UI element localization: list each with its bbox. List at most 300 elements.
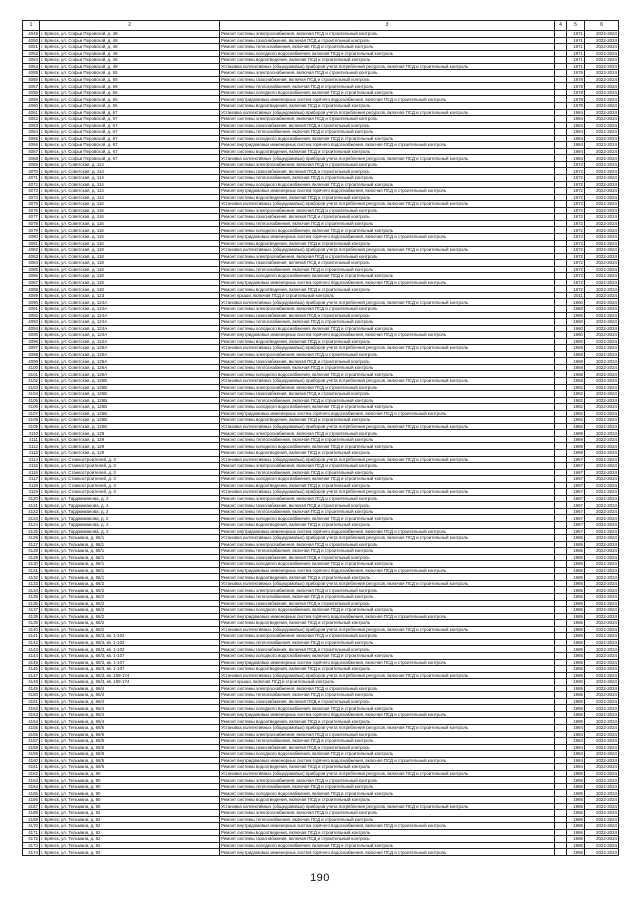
row-number-cell: 4076 — [23, 207, 40, 214]
row-number-cell: 4124 — [23, 522, 40, 529]
address-cell: г. Брянск, ул. Советская, д. 124А — [40, 325, 220, 332]
period-cell: 2022-2024 — [585, 332, 619, 339]
year-cell: 1984 — [567, 116, 585, 123]
work-type-cell: Ремонт системы газоснабжения, включая ПСД и строительный контроль — [220, 600, 555, 607]
year-cell: 1968 — [567, 358, 585, 365]
row-number-cell: 4129 — [23, 554, 40, 561]
row-number-cell: 4138 — [23, 613, 40, 620]
period-cell: 2022-2024 — [585, 122, 619, 129]
address-cell: г. Брянск, ул. Софьи Перовской, д. 67 — [40, 129, 220, 136]
year-cell: 1985 — [567, 580, 585, 587]
year-cell: 1978 — [567, 89, 585, 96]
row-number-cell: 4063 — [23, 122, 40, 129]
period-cell: 2022-2024 — [585, 764, 619, 771]
year-cell: 1972 — [567, 260, 585, 267]
row-number-cell: 4169 — [23, 816, 40, 823]
row-number-cell: 4149 — [23, 685, 40, 692]
work-type-cell: Ремонт системы газоснабжения, включая ПСД и строительный контроль — [220, 214, 555, 221]
year-cell: 1985 — [567, 548, 585, 555]
address-cell: г. Брянск, ул. Советская, д. 126Б — [40, 384, 220, 391]
address-cell: г. Брянск, ул. Тельмана, д. 66/2 — [40, 587, 220, 594]
page-number: 190 — [310, 872, 330, 884]
year-cell: 1971 — [567, 44, 585, 51]
address-cell: г. Брянск, ул. Советская, д. 116 — [40, 233, 220, 240]
row-number-cell: 4155 — [23, 724, 40, 731]
work-type-cell: Ремонт внутридомовых инженерных систем горячего водоснабжения, включая ПСД и строительный контроль — [220, 410, 555, 417]
year-cell: 1986 — [567, 810, 585, 817]
period-cell: 2022-2024 — [585, 652, 619, 659]
period-cell: 2022-2024 — [585, 757, 619, 764]
period-cell: 2022-2024 — [585, 770, 619, 777]
row-number-cell: 4055 — [23, 70, 40, 77]
year-cell: 1989 — [567, 430, 585, 437]
period-cell: 2022-2024 — [585, 96, 619, 103]
year-cell: 1984 — [567, 751, 585, 758]
year-cell: 1986 — [567, 816, 585, 823]
period-cell: 2022-2024 — [585, 188, 619, 195]
year-cell: 1978 — [567, 96, 585, 103]
work-type-cell: Ремонт системы газоснабжения, включая ПСД и строительный контроль — [220, 122, 555, 129]
work-type-cell: Ремонт системы холодного водоснабжения, включая ПСД и строительный контроль — [220, 50, 555, 57]
address-cell: г. Брянск, ул. Советская, д. 116 — [40, 240, 220, 247]
year-cell: 1960 — [567, 319, 585, 326]
work-type-cell: Ремонт системы электроснабжения, включая ПСД и строительный контроль — [220, 587, 555, 594]
period-cell: 2022-2024 — [585, 358, 619, 365]
period-cell: 2022-2024 — [585, 731, 619, 738]
work-type-cell: Ремонт системы водоотведения, включая ПСД и строительный контроль — [220, 338, 555, 345]
row-number-cell: 4053 — [23, 57, 40, 64]
row-number-cell: 4106 — [23, 404, 40, 411]
year-cell: 1985 — [567, 646, 585, 653]
work-type-cell: Ремонт системы водоотведения, включая ПСД и строительный контроль — [220, 103, 555, 110]
period-cell: 2022-2024 — [585, 816, 619, 823]
year-cell: 1972 — [567, 207, 585, 214]
work-type-cell: Ремонт крыши, включая ПСД и строительный контроль — [220, 679, 555, 686]
work-type-cell: Ремонт системы теплоснабжения, включая ПСД и строительный контроль — [220, 175, 555, 182]
row-number-cell: 4097 — [23, 345, 40, 352]
period-cell: 2022-2024 — [585, 266, 619, 273]
address-cell: г. Брянск, ул. Софьи Перовской, д. 67 — [40, 142, 220, 149]
address-cell: г. Брянск, ул. Софьи Перовской, д. 55 — [40, 83, 220, 90]
row-number-cell: 4134 — [23, 587, 40, 594]
work-type-cell: Ремонт системы газоснабжения, включая ПСД и строительный контроль — [220, 312, 555, 319]
work-type-cell: Ремонт системы холодного водоснабжения, включая ПСД и строительный контроль — [220, 181, 555, 188]
address-cell: г. Брянск, ул. Тельмана, д. 92 — [40, 836, 220, 843]
year-cell: 1971 — [567, 37, 585, 44]
year-cell: 1985 — [567, 587, 585, 594]
period-cell: 2022-2024 — [585, 345, 619, 352]
year-cell: 1972 — [567, 227, 585, 234]
address-cell: г. Брянск, ул. Советская, д. 118 — [40, 247, 220, 254]
year-cell: 1985 — [567, 535, 585, 542]
row-number-cell: 4108 — [23, 417, 40, 424]
column-header: 5 — [567, 21, 585, 31]
work-type-cell: Ремонт внутридомовых инженерных систем горячего водоснабжения, включая ПСД и строительный контроль — [220, 757, 555, 764]
row-number-cell: 4114 — [23, 456, 40, 463]
row-number-cell: 4087 — [23, 279, 40, 286]
year-cell: 1985 — [567, 639, 585, 646]
address-cell: г. Брянск, ул. Тарджиманова, д. 2 — [40, 508, 220, 515]
work-type-cell: Ремонт системы электроснабжения, включая ПСД и строительный контроль — [220, 463, 555, 470]
address-cell: г. Брянск, ул. Советская, д. 118 — [40, 273, 220, 280]
row-number-cell: 4164 — [23, 783, 40, 790]
period-cell: 2022-2024 — [585, 502, 619, 509]
address-cell: г. Брянск, ул. Софьи Перовской, д. 67 — [40, 148, 220, 155]
address-cell: г. Брянск, ул. Тельмана, д. 66/4 — [40, 705, 220, 712]
row-number-cell: 4107 — [23, 410, 40, 417]
row-number-cell: 4172 — [23, 836, 40, 843]
row-number-cell: 4105 — [23, 397, 40, 404]
address-cell: г. Брянск, ул. Советская, д. 116 — [40, 227, 220, 234]
address-cell: г. Брянск, ул. Советская, д. 124А — [40, 338, 220, 345]
period-cell: 2022-2024 — [585, 430, 619, 437]
address-cell: г. Брянск, ул. Софьи Перовской, д. 48 — [40, 44, 220, 51]
address-cell: г. Брянск, ул. Софьи Перовской, д. 67 — [40, 116, 220, 123]
period-cell: 2022-2024 — [585, 777, 619, 784]
address-cell: г. Брянск, ул. Советская, д. 124А — [40, 332, 220, 339]
period-cell: 2022-2024 — [585, 116, 619, 123]
year-cell: 1984 — [567, 109, 585, 116]
work-type-cell: Ремонт внутридомовых инженерных систем горячего водоснабжения, включая ПСД и строительный контроль — [220, 233, 555, 240]
address-cell: г. Брянск, ул. Советская, д. 114 — [40, 175, 220, 182]
period-cell: 2022-2024 — [585, 738, 619, 745]
period-cell: 2022-2024 — [585, 50, 619, 57]
work-type-cell: Ремонт системы холодного водоснабжения, включая ПСД и строительный контроль — [220, 135, 555, 142]
address-cell: г. Брянск, ул. Тельмана, д. 66/4 — [40, 711, 220, 718]
row-number-cell: 4145 — [23, 659, 40, 666]
work-type-cell: Ремонт внутридомовых инженерных систем горячего водоснабжения, включая ПСД и строительный контроль — [220, 613, 555, 620]
address-cell: г. Брянск, ул. Тельмана, д. 66/5 — [40, 764, 220, 771]
period-cell: 2022-2024 — [585, 391, 619, 398]
work-type-cell: Ремонт системы водоотведения, включая ПСД и строительный контроль — [220, 450, 555, 457]
period-cell: 2022-2024 — [585, 580, 619, 587]
row-number-cell: 4111 — [23, 436, 40, 443]
address-cell: г. Брянск, ул. Станкостроителей, д. 3 — [40, 469, 220, 476]
row-number-cell: 4049 — [23, 31, 40, 38]
address-cell: г. Брянск, ул. Тельмана, д. 66/1 — [40, 548, 220, 555]
address-cell: г. Брянск, ул. Тельмана, д. 66/1 — [40, 561, 220, 568]
row-number-cell: 4123 — [23, 515, 40, 522]
work-type-cell: Установка коллективных (общедомовых) приборов учета потребления ресурсов, включая ПСД и строительный контроль — [220, 155, 555, 162]
row-number-cell: 4056 — [23, 76, 40, 83]
address-cell: г. Брянск, ул. Советская, д. 126А — [40, 345, 220, 352]
row-number-cell: 4074 — [23, 194, 40, 201]
year-cell: 1984 — [567, 744, 585, 751]
work-type-cell: Ремонт системы электроснабжения, включая ПСД и строительный контроль — [220, 253, 555, 260]
work-type-cell: Ремонт системы газоснабжения, включая ПСД и строительный контроль — [220, 836, 555, 843]
period-cell: 2022-2024 — [585, 698, 619, 705]
work-type-cell: Ремонт системы холодного водоснабжения, включая ПСД и строительный контроль — [220, 227, 555, 234]
address-cell: г. Брянск, ул. Софьи Перовской, д. 55 — [40, 89, 220, 96]
address-cell: г. Брянск, ул. Тельмана, д. 90 — [40, 783, 220, 790]
work-type-cell: Ремонт системы газоснабжения, включая ПСД и строительный контроль — [220, 76, 555, 83]
address-cell: г. Брянск, ул. Тельмана, д. 66/4 — [40, 718, 220, 725]
address-cell: г. Брянск, ул. Тарджиманова, д. 2 — [40, 502, 220, 509]
work-type-cell: Ремонт системы газоснабжения, включая ПСД и строительный контроль — [220, 358, 555, 365]
year-cell: 1960 — [567, 338, 585, 345]
row-number-cell: 4159 — [23, 751, 40, 758]
address-cell: г. Брянск, ул. Станкостроителей, д. 3 — [40, 456, 220, 463]
address-cell: г. Брянск, ул. Тельмана, д. 66/4 — [40, 685, 220, 692]
year-cell: 1985 — [567, 574, 585, 581]
period-cell: 2022-2024 — [585, 292, 619, 299]
address-cell: г. Брянск, ул. Советская, д. 126Б — [40, 391, 220, 398]
address-cell: г. Брянск, ул. Тельмана, д. 66/3, кв. 1-102 — [40, 646, 220, 653]
year-cell: 1967 — [567, 482, 585, 489]
period-cell: 2022-2024 — [585, 692, 619, 699]
row-number-cell: 4064 — [23, 129, 40, 136]
year-cell: 1972 — [567, 168, 585, 175]
year-cell: 1967 — [567, 528, 585, 535]
year-cell: 1985 — [567, 698, 585, 705]
work-type-cell: Ремонт системы электроснабжения, включая ПСД и строительный контроль — [220, 810, 555, 817]
work-type-cell: Ремонт системы газоснабжения, включая ПСД и строительный контроль — [220, 168, 555, 175]
year-cell: 1967 — [567, 456, 585, 463]
year-cell: 1985 — [567, 705, 585, 712]
row-number-cell: 4142 — [23, 639, 40, 646]
period-cell: 2022-2024 — [585, 142, 619, 149]
work-type-cell: Ремонт системы водоотведения, включая ПСД и строительный контроль — [220, 796, 555, 803]
row-number-cell: 4061 — [23, 109, 40, 116]
year-cell: 1967 — [567, 508, 585, 515]
work-type-cell: Ремонт системы водоотведения, включая ПСД и строительный контроль — [220, 148, 555, 155]
work-type-cell: Ремонт системы холодного водоснабжения, включая ПСД и строительный контроль — [220, 515, 555, 522]
address-cell: г. Брянск, ул. Тельмана, д. 90 — [40, 790, 220, 797]
period-cell: 2022-2024 — [585, 646, 619, 653]
period-cell: 2022-2024 — [585, 626, 619, 633]
work-type-cell: Ремонт системы электроснабжения, включая ПСД и строительный контроль — [220, 384, 555, 391]
year-cell: 1985 — [567, 777, 585, 784]
period-cell: 2022-2024 — [585, 587, 619, 594]
work-type-cell: Ремонт системы теплоснабжения, включая ПСД и строительный контроль — [220, 469, 555, 476]
row-number-cell: 4136 — [23, 600, 40, 607]
year-cell: 1968 — [567, 371, 585, 378]
row-number-cell: 4174 — [23, 849, 40, 856]
year-cell: 1984 — [567, 738, 585, 745]
row-number-cell: 4082 — [23, 247, 40, 254]
work-type-cell: Ремонт системы теплоснабжения, включая ПСД и строительный контроль — [220, 44, 555, 51]
address-cell: г. Брянск, ул. Тельмана, д. 66/5 — [40, 744, 220, 751]
work-type-cell: Ремонт крыши, включая ПСД и строительный контроль — [220, 292, 555, 299]
year-cell: 1982 — [567, 397, 585, 404]
period-cell: 2022-2024 — [585, 404, 619, 411]
work-type-cell: Ремонт системы водоотведения, включая ПСД и строительный контроль — [220, 286, 555, 293]
work-type-cell: Установка коллективных (общедомовых) приборов учета потребления ресурсов, включая ПСД и строительный контроль — [220, 63, 555, 70]
row-number-cell: 4125 — [23, 528, 40, 535]
period-cell: 2022-2024 — [585, 220, 619, 227]
year-cell: 1972 — [567, 286, 585, 293]
row-number-cell: 4072 — [23, 181, 40, 188]
address-cell: г. Брянск, ул. Тельмана, д. 66/1 — [40, 554, 220, 561]
row-number-cell: 4094 — [23, 325, 40, 332]
work-type-cell: Ремонт системы теплоснабжения, включая ПСД и строительный контроль — [220, 266, 555, 273]
work-type-cell: Ремонт системы теплоснабжения, включая ПСД и строительный контроль — [220, 548, 555, 555]
address-cell: г. Брянск, ул. Советская, д. 118 — [40, 260, 220, 267]
year-cell: 1985 — [567, 783, 585, 790]
year-cell: 1985 — [567, 711, 585, 718]
period-cell: 2022-2024 — [585, 214, 619, 221]
period-cell: 2022-2024 — [585, 495, 619, 502]
work-type-cell: Ремонт системы газоснабжения, включая ПСД и строительный контроль — [220, 260, 555, 267]
row-number-cell: 4084 — [23, 260, 40, 267]
row-number-cell: 4058 — [23, 89, 40, 96]
address-cell: г. Брянск, ул. Советская, д. 126А — [40, 364, 220, 371]
year-cell: 1960 — [567, 305, 585, 312]
row-number-cell: 4062 — [23, 116, 40, 123]
year-cell: 1990 — [567, 679, 585, 686]
work-type-cell: Установка коллективных (общедомовых) приборов учета потребления ресурсов, включая ПСД и строительный контроль — [220, 377, 555, 384]
row-number-cell: 4156 — [23, 731, 40, 738]
period-cell: 2022-2024 — [585, 364, 619, 371]
row-number-cell: 4070 — [23, 168, 40, 175]
work-type-cell: Ремонт системы холодного водоснабжения, включая ПСД и строительный контроль — [220, 325, 555, 332]
period-cell: 2022-2024 — [585, 666, 619, 673]
address-cell: г. Брянск, ул. Станкостроителей, д. 3 — [40, 463, 220, 470]
period-cell: 2022-2024 — [585, 201, 619, 208]
column-header: 1 — [23, 21, 40, 31]
period-cell: 2022-2024 — [585, 240, 619, 247]
work-type-cell: Ремонт внутридомовых инженерных систем горячего водоснабжения, включая ПСД и строительный контроль — [220, 528, 555, 535]
period-cell: 2022-2024 — [585, 829, 619, 836]
row-number-cell: 4132 — [23, 574, 40, 581]
period-cell: 2022-2024 — [585, 247, 619, 254]
address-cell: г. Брянск, ул. Тельмана, д. 66/5 — [40, 724, 220, 731]
work-type-cell: Установка коллективных (общедомовых) приборов учета потребления ресурсов, включая ПСД и строительный контроль — [220, 423, 555, 430]
row-number-cell: 4160 — [23, 757, 40, 764]
column-header: 6 — [585, 21, 619, 31]
year-cell: 1984 — [567, 148, 585, 155]
work-type-cell: Ремонт системы теплоснабжения, включая ПСД и строительный контроль — [220, 508, 555, 515]
row-number-cell: 4135 — [23, 594, 40, 601]
address-cell: г. Брянск, ул. Тельмана, д. 92 — [40, 829, 220, 836]
row-number-cell: 4150 — [23, 692, 40, 699]
year-cell: 1967 — [567, 495, 585, 502]
work-type-cell: Ремонт системы водоотведения, включая ПСД и строительный контроль — [220, 57, 555, 64]
period-cell: 2022-2024 — [585, 705, 619, 712]
address-cell: г. Брянск, ул. Софьи Перовской, д. 48 — [40, 31, 220, 38]
year-cell: 1972 — [567, 181, 585, 188]
period-cell: 2022-2024 — [585, 783, 619, 790]
work-type-cell: Ремонт системы водоотведения, включая ПСД и строительный контроль — [220, 666, 555, 673]
work-type-cell: Ремонт системы теплоснабжения, включая ПСД и строительный контроль — [220, 364, 555, 371]
row-number-cell: 4173 — [23, 842, 40, 849]
year-cell: 1984 — [567, 122, 585, 129]
year-cell: 1967 — [567, 476, 585, 483]
row-number-cell: 4113 — [23, 450, 40, 457]
work-type-cell: Ремонт системы теплоснабжения, включая ПСД и строительный контроль — [220, 783, 555, 790]
address-cell: г. Брянск, ул. Советская, д. 126Б — [40, 404, 220, 411]
address-cell: г. Брянск, ул. Тарджиманова, д. 2 — [40, 528, 220, 535]
period-cell: 2022-2024 — [585, 57, 619, 64]
row-number-cell: 4077 — [23, 214, 40, 221]
period-cell: 2022-2024 — [585, 620, 619, 627]
work-type-cell: Ремонт внутридомовых инженерных систем горячего водоснабжения, включая ПСД и строительный контроль — [220, 567, 555, 574]
address-cell: г. Брянск, ул. Тельмана, д. 66/2 — [40, 607, 220, 614]
period-cell: 2022-2024 — [585, 103, 619, 110]
work-type-cell: Ремонт системы теплоснабжения, включая ПСД и строительный контроль — [220, 692, 555, 699]
work-type-cell: Ремонт системы водоотведения, включая ПСД и строительный контроль — [220, 482, 555, 489]
row-number-cell: 4052 — [23, 50, 40, 57]
work-type-cell: Ремонт системы водоотведения, включая ПСД и строительный контроль — [220, 764, 555, 771]
address-cell: г. Брянск, ул. Советская, д. 123 — [40, 292, 220, 299]
row-number-cell: 4133 — [23, 580, 40, 587]
year-cell: 1982 — [567, 384, 585, 391]
row-number-cell: 4128 — [23, 548, 40, 555]
address-cell: г. Брянск, ул. Тельмана, д. 66/5 — [40, 751, 220, 758]
period-cell: 2022-2024 — [585, 325, 619, 332]
address-cell: г. Брянск, ул. Советская, д. 124А — [40, 312, 220, 319]
address-cell: г. Брянск, ул. Тельмана, д. 66/3, кв. 108-174 — [40, 679, 220, 686]
address-cell: г. Брянск, ул. Тельмана, д. 66/5 — [40, 757, 220, 764]
row-number-cell: 4154 — [23, 718, 40, 725]
address-cell: г. Брянск, ул. Советская, д. 126А — [40, 371, 220, 378]
year-cell: 1989 — [567, 436, 585, 443]
row-number-cell: 4079 — [23, 227, 40, 234]
year-cell: 1985 — [567, 672, 585, 679]
year-cell: 1985 — [567, 541, 585, 548]
address-cell: г. Брянск, ул. Софьи Перовской, д. 48 — [40, 63, 220, 70]
address-cell: г. Брянск, ул. Советская, д. 124А — [40, 299, 220, 306]
period-cell: 2022-2024 — [585, 37, 619, 44]
work-type-cell: Ремонт системы холодного водоснабжения, включая ПСД и строительный контроль — [220, 652, 555, 659]
work-type-cell: Ремонт системы электроснабжения, включая ПСД и строительный контроль — [220, 430, 555, 437]
work-type-cell: Ремонт системы холодного водоснабжения, включая ПСД и строительный контроль — [220, 89, 555, 96]
year-cell: 1982 — [567, 410, 585, 417]
work-type-cell: Установка коллективных (общедомовых) приборов учета потребления ресурсов, включая ПСД и строительный контроль — [220, 247, 555, 254]
period-cell: 2022-2024 — [585, 70, 619, 77]
period-cell: 2022-2024 — [585, 148, 619, 155]
address-cell: г. Брянск, ул. Советская, д. 129 — [40, 450, 220, 457]
row-number-cell: 4158 — [23, 744, 40, 751]
year-cell: 1986 — [567, 829, 585, 836]
year-cell: 1972 — [567, 273, 585, 280]
period-cell: 2022-2024 — [585, 207, 619, 214]
work-type-cell: Ремонт системы электроснабжения, включая ПСД и строительный контроль — [220, 70, 555, 77]
row-number-cell: 4112 — [23, 443, 40, 450]
column-header: 2 — [40, 21, 220, 31]
address-cell: г. Брянск, ул. Софьи Перовской, д. 55 — [40, 70, 220, 77]
address-cell: г. Брянск, ул. Советская, д. 126А — [40, 358, 220, 365]
period-cell: 2022-2024 — [585, 810, 619, 817]
address-cell: г. Брянск, ул. Тельмана, д. 66/1 — [40, 574, 220, 581]
address-cell: г. Брянск, ул. Софьи Перовской, д. 67 — [40, 109, 220, 116]
address-cell: г. Брянск, ул. Тарджиманова, д. 2 — [40, 495, 220, 502]
year-cell: 1984 — [567, 155, 585, 162]
year-cell: 1985 — [567, 613, 585, 620]
row-number-cell: 4093 — [23, 319, 40, 326]
year-cell: 1978 — [567, 103, 585, 110]
work-type-cell: Ремонт внутридомовых инженерных систем горячего водоснабжения, включая ПСД и строительный контроль — [220, 279, 555, 286]
year-cell: 1972 — [567, 188, 585, 195]
period-cell: 2022-2024 — [585, 63, 619, 70]
work-type-cell: Ремонт системы холодного водоснабжения, включая ПСД и строительный контроль — [220, 842, 555, 849]
row-number-cell: 4100 — [23, 364, 40, 371]
year-cell: 1972 — [567, 220, 585, 227]
row-number-cell: 4131 — [23, 567, 40, 574]
year-cell: 1989 — [567, 443, 585, 450]
year-cell: 1960 — [567, 299, 585, 306]
row-number-cell: 4099 — [23, 358, 40, 365]
address-cell: г. Брянск, ул. Софьи Перовской, д. 67 — [40, 135, 220, 142]
row-number-cell: 4141 — [23, 633, 40, 640]
work-type-cell: Установка коллективных (общедомовых) приборов учета потребления ресурсов, включая ПСД и строительный контроль — [220, 489, 555, 496]
work-type-cell: Ремонт внутридомовых инженерных систем горячего водоснабжения, включая ПСД и строительный контроль — [220, 849, 555, 856]
row-number-cell: 4080 — [23, 233, 40, 240]
work-type-cell: Установка коллективных (общедомовых) приборов учета потребления ресурсов, включая ПСД и строительный контроль — [220, 299, 555, 306]
work-type-cell: Установка коллективных (общедомовых) приборов учета потребления ресурсов, включая ПСД и строительный контроль — [220, 535, 555, 542]
row-number-cell: 4090 — [23, 299, 40, 306]
work-type-cell: Ремонт системы холодного водоснабжения, включая ПСД и строительный контроль — [220, 751, 555, 758]
